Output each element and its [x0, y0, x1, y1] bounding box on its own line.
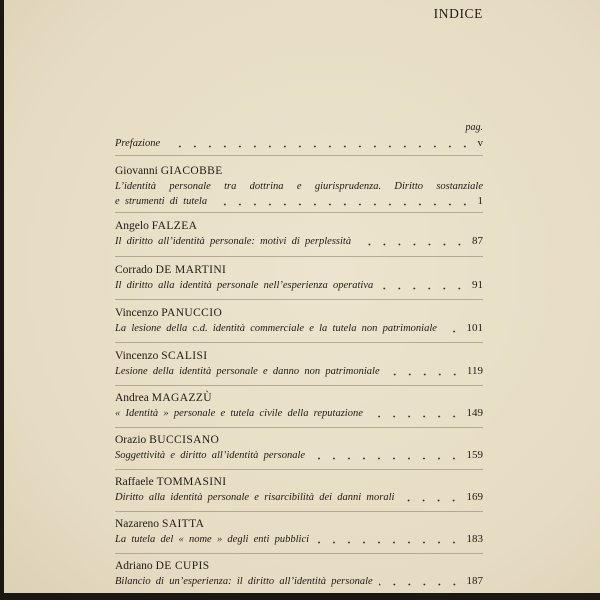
essay-title: Il diritto all’identità personale: motivi di perplessità	[115, 236, 352, 247]
page-number: 119	[466, 365, 483, 377]
author-surname: SAITTA	[161, 518, 205, 530]
toc-entry	[115, 426, 483, 463]
author-first-name: Vincenzo	[115, 307, 159, 319]
dot-leader	[379, 583, 462, 586]
author-first-name: Adriano	[115, 560, 153, 572]
author-first-name: Corrado	[115, 264, 153, 276]
author-first-name: Angelo	[115, 220, 149, 232]
dot-leader	[400, 499, 461, 502]
essay-title-continued: e strumenti di tutela	[115, 196, 208, 207]
dot-leader	[166, 145, 472, 148]
toc-title-row	[115, 136, 483, 151]
dot-leader	[213, 203, 472, 206]
essay-title: Bilancio di un’esperienza: il diritto all’identità personale	[115, 576, 373, 587]
essay-title: Il diritto alla identità personale nell’esperienza operativa	[115, 280, 374, 291]
author-surname: MAGAZZÙ	[151, 392, 213, 404]
author-name	[115, 391, 483, 406]
toc-title-row	[115, 574, 483, 589]
toc-entry	[115, 552, 483, 589]
author-name	[115, 349, 483, 364]
author-surname: DE CUPIS	[155, 560, 210, 572]
toc-title-row	[115, 234, 483, 249]
page-heading: INDICE	[433, 6, 483, 21]
toc-entry	[115, 256, 483, 293]
toc-title-row	[115, 448, 483, 463]
toc-preface	[115, 136, 483, 151]
author-name	[115, 475, 483, 490]
page-number: 149	[466, 407, 483, 419]
toc-entry	[115, 384, 483, 421]
author-name	[115, 306, 483, 321]
author-surname: SCALISI	[161, 350, 208, 362]
page-number: 101	[466, 322, 483, 334]
toc-title-row	[115, 490, 483, 505]
author-surname: TOMMASINI	[156, 476, 227, 488]
essay-title: « Identità » personale e tutela civile della reputazione	[115, 408, 363, 419]
toc-title-row	[115, 321, 483, 336]
page-number: 87	[472, 235, 483, 247]
toc-title-row	[115, 532, 483, 547]
author-name	[115, 433, 483, 448]
author-surname: DE MARTINI	[155, 264, 227, 276]
scan-edge-bottom	[0, 593, 600, 600]
author-name	[115, 219, 483, 234]
author-first-name: Giovanni	[115, 165, 158, 177]
essay-title: La tutela del « nome » degli enti pubblici	[115, 534, 310, 545]
author-surname: FALZEA	[151, 220, 198, 232]
dot-leader	[379, 287, 467, 290]
dot-leader	[386, 373, 462, 376]
toc-entry	[115, 468, 483, 505]
author-surname: BUCCISANO	[149, 434, 220, 446]
essay-title: Soggettività e diritto all’identità personale	[115, 450, 306, 461]
toc-entry	[115, 342, 483, 379]
page-number: 169	[466, 491, 483, 503]
essay-title: Diritto alla identità personale e risarcibilità dei danni morali	[115, 492, 395, 503]
toc-title-row	[115, 278, 483, 293]
page-column-label: pag.	[465, 122, 483, 133]
author-name	[115, 164, 483, 179]
author-first-name: Raffaele	[115, 476, 154, 488]
author-first-name: Nazareno	[115, 518, 160, 530]
toc-entry	[115, 299, 483, 336]
page-number: 183	[466, 533, 483, 545]
toc-entry	[115, 510, 483, 547]
author-first-name: Andrea	[115, 392, 149, 404]
author-surname: GIACOBBE	[160, 165, 223, 177]
author-surname: PANUCCIO	[161, 307, 223, 319]
preface-title: Prefazione	[115, 138, 161, 149]
essay-title: Lesione della identità personale e danno non patrimoniale	[115, 366, 380, 377]
author-name	[115, 559, 483, 574]
page-number: 159	[466, 449, 483, 461]
page-number: 1	[477, 195, 483, 207]
author-first-name: Orazio	[115, 434, 147, 446]
toc-entry	[115, 212, 483, 249]
page-number: v	[477, 137, 483, 149]
page-number: 187	[466, 575, 483, 587]
page-number: 91	[472, 279, 483, 291]
scan-edge-left	[0, 0, 4, 600]
dot-leader	[357, 243, 467, 246]
toc-title-row	[115, 364, 483, 379]
toc-entry	[115, 155, 483, 209]
author-name	[115, 263, 483, 278]
dot-leader	[311, 457, 461, 460]
dot-leader	[443, 330, 462, 333]
essay-title: La lesione della c.d. identità commerciale e la tutela non patrimoniale	[115, 323, 437, 334]
author-name	[115, 517, 483, 532]
dot-leader	[369, 415, 462, 418]
dot-leader	[315, 541, 461, 544]
toc-title-row	[115, 194, 483, 209]
essay-title: L’identità personale tra dottrina e giurisprudenza. Diritto sostanziale	[115, 181, 483, 192]
toc-title-row	[115, 406, 483, 421]
author-first-name: Vincenzo	[115, 350, 159, 362]
